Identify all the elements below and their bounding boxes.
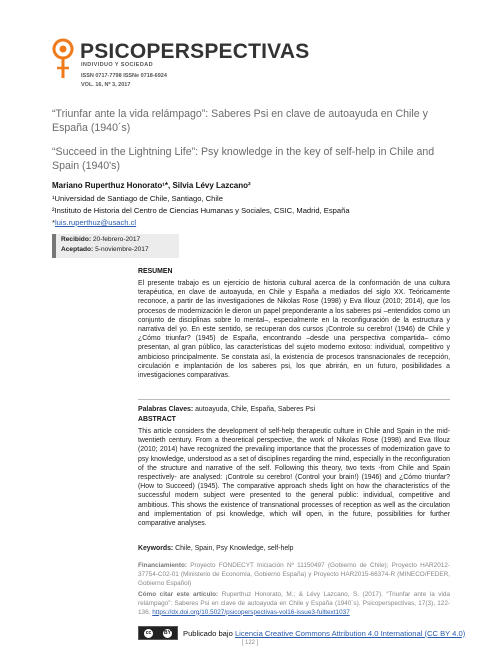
license-prefix: Publicado bajo	[183, 628, 233, 638]
palabras-claves	[138, 406, 315, 413]
license-row	[138, 626, 465, 640]
by-person-icon: BY	[164, 629, 171, 636]
journal-tagline: INDIVIDUO Y SOCIEDAD	[81, 62, 153, 68]
divider	[138, 399, 450, 400]
license-link[interactable]: Licencia Creative Commons Attribution 4.0 International (CC BY 4.0)	[234, 628, 466, 638]
email-link[interactable]: luis.ruperthuz@usach.cl	[54, 218, 137, 227]
journal-name: PSICOPERSPECTIVAS	[80, 40, 310, 63]
resumen-heading: RESUMEN	[138, 268, 173, 275]
funding-text: Proyecto FONDECYT Iniciación Nº 11150497 (Gobierno de Chile); Proyecto HAR2012-37754-C02-01 (Ministerio de Economía, Gobierno España) y Proyecto HAR2015-66374-R (MINECO/FEDER, Gobierno Español)	[138, 562, 450, 587]
keywords-value: Chile, Spain, Psy Knowledge, self-help	[175, 545, 294, 552]
doi-link[interactable]: https://dx.doi.org/10.5027/psicoperspectivas-vol16-issue3-fulltext1037	[152, 608, 350, 616]
keywords-label: Keywords:	[138, 545, 174, 552]
funding-label: Financiamiento:	[138, 562, 188, 569]
journal-logo-icon	[52, 38, 74, 80]
received-label: Recibido:	[61, 236, 92, 243]
resumen-text: El presente trabajo es un ejercicio de historia cultural acerca de la conformación de una cultura terapéutica, en clave de autoayuda, en Chile y España a mediados del siglo XX. Teóricamente reconoce, a partir de las investigaciones de Nikolas Rose (1998) y Eva Illouz (2010; 2014), que los procesos de modernización le dieron un papel preponderante a los saberes psi –entendidos como un conjunto de disciplinas sobre lo mental–, especialmente en la reconfiguración de la estructura y narrativa del yo. En este sentido, se recuperan dos cursos ¡Controle su cerebro! (1946) de Chile y ¿Cómo triunfar? (1945) de España, encontrando –desde una perspectiva compartida– cómo presentan, al gran público, las características del sujeto moderno exitoso: individual, competitivo y ambicioso principalmente. Se constata así, la existencia de procesos transnacionales de recepción, circulación e implantación de los saberes psi, los que abrirán, en un futuro, posibilidades a investigaciones comparativas.	[138, 280, 450, 380]
citation-label: Cómo citar este artículo:	[138, 591, 219, 598]
affiliation-2: ²Instituto de Historia del Centro de Ciencias Humanas y Sociales, CSIC, Madrid, España	[52, 206, 350, 215]
article-title-english: “Succeed in the Lightning Life”: Psy knowledge in the key of self-help in Chile and Spain (1940's)	[52, 146, 435, 172]
correspondence-email	[52, 218, 136, 227]
palabras-claves-value: autoayuda, Chile, España, Saberes Psi	[195, 406, 315, 413]
journal-issn: ISSN 0717-7798 ISSNe 0718-6924	[81, 73, 167, 79]
author-list: Mariano Ruperthuz Honorato¹*, Silvia Lévy Lazcano²	[52, 181, 251, 190]
article-title-spanish: “Triunfar ante la vida relámpago”: Saberes Psi en clave de autoayuda en Chile y España (1940´s)	[52, 108, 428, 134]
journal-volume: VOL. 16, Nº 3, 2017	[81, 82, 131, 88]
funding-note	[138, 562, 450, 588]
license-text	[183, 629, 465, 638]
abstract-heading: ABSTRACT	[138, 416, 176, 423]
email-asterisk: *	[52, 218, 55, 227]
citation-note	[138, 591, 450, 617]
received-date	[61, 235, 149, 245]
accepted-value: 5-noviembre-2017	[95, 245, 149, 253]
accepted-date	[61, 245, 149, 255]
affiliation-1: ¹Universidad de Santiago de Chile, Santiago, Chile	[52, 194, 223, 203]
abstract-text: This article considers the development of self-help therapeutic culture in Chile and Spain in the mid-twentieth century. From a theoretical perspective, the work of Nikolas Rose (1998) and Eva Illouz (2010; 2014) have recognized the prevailing importance that the processes of modernization gave to psy knowledge, understood as a set of disciplines regarding the mind, especially in the reconfiguration of the structure and narrative of the self. Following this theory, two texts -from Chile and Spain respectively- are analysed: ¡Controle su cerebro! (Control your brain!) (1946) and ¿Cómo triunfar? (How to Succeed) (1945). The comparative approach sheds light on how the characteristics of the successful modern subject were presented to the general public: individual, competitive and ambitious. This shows the existence of transnational processes of reception as well as the circulation and implementation of psi knowledge, which will open, in the future, possibilities for further comparative analyses.	[138, 428, 450, 528]
dates-box	[52, 234, 179, 258]
cc-by-badge[interactable]	[138, 626, 178, 640]
accepted-label: Aceptado:	[61, 245, 94, 253]
palabras-claves-label: Palabras Claves:	[138, 406, 194, 413]
cc-icon: cc	[145, 629, 152, 636]
keywords	[138, 545, 294, 552]
page-number: [ 122 ]	[241, 640, 259, 646]
citation-text: Ruperthuz Honorato, M.; & Lévy Lazcano, S. (2017). “Triunfar ante la vida relámpago”: Saberes Psi en clave de autoayuda en Chile y España (1940´s). Psicoperspectivas, 17(3), 122-136.	[138, 591, 451, 616]
received-value: 20-febrero-2017	[92, 236, 141, 243]
